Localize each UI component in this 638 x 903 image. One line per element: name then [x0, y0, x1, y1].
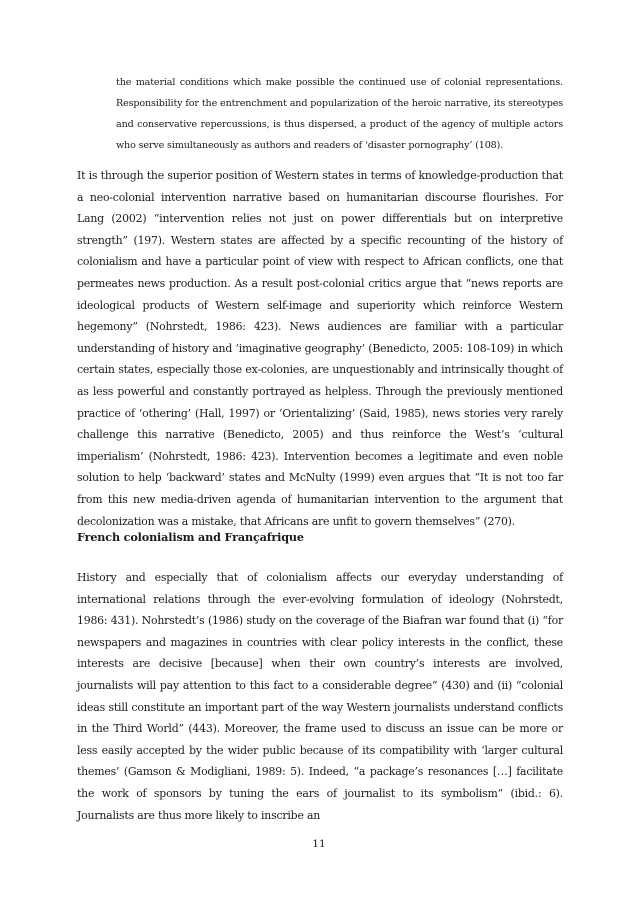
page-number: 11 — [312, 838, 326, 850]
block-quote: the material conditions which make possible the continued use of colonial representations. Responsibility for the entrenchment and popularization of the heroic narrative, its stereotypes and conservative repercussions, is thus dispersed, a product of the agency of multiple actors who serve simultaneously as authors and readers of ‘disaster pornography’ (108). — [116, 77, 563, 151]
body-paragraph-1: It is through the superior position of Western states in terms of knowledge-production that a neo-colonial intervention narrative based on humanitarian discourse flourishes. For Lang (2002) “intervention relies not just on power differentials but on interpretive strength” (197). Western states are affected by a specific recounting of the history of colonialism and have a particular point of view with respect to African conflicts, one that permeates news production. As a result post-colonial critics argue that “news reports are ideological products of Western self-image and superiority which reinforce Western hegemony” (Nohrstedt, 1986: 423). News audiences are familiar with a particular understanding of history and ‘imaginative geography’ (Benedicto, 2005: 108-109) in which certain states, especially those ex-colonies, are unquestionably and intrinsically thought of as less powerful and constantly portrayed as helpless. Through the previously mentioned practice of ‘othering’ (Hall, 1997) or ‘Orientalizing’ (Said, 1985), news stories very rarely challenge this narrative (Benedicto, 2005) and thus reinforce the West’s ‘cultural imperialism’ (Nohrstedt, 1986: 423). Intervention becomes a legitimate and even noble solution to help ‘backward’ states and McNulty (1999) even argues that “It is not too far from this new media-driven agenda of humanitarian intervention to the argument that decolonization was a mistake, that Africans are unfit to govern themselves” (270). — [77, 169, 563, 528]
body-paragraph-2: History and especially that of colonialism affects our everyday understanding of international relations through the ever-evolving formulation of ideology (Nohrstedt, 1986: 431). Nohrstedt’s (1986) study on the coverage of the Biafran war found that (i) “for newspapers and magazines in countries with clear policy interests in the conflict, these interests are decisive [because] when their own country’s interests are involved, journalists will pay attention to this fact to a considerable degree” (430) and (ii) “colonial ideas still constitute an important part of the way Western journalists understand conflicts in the Third World” (443). Moreover, the frame used to discuss an issue can be more or less easily accepted by the wider public because of its compatibility with ‘larger cultural themes’ (Gamson & Modigliani, 1989: 5). Indeed, “a package’s resonances […] facilitate the work of sponsors by tuning the ears of journalist to its symbolism” (ibid.: 6). Journalists are thus more likely to inscribe an — [77, 571, 563, 822]
section-heading: French colonialism and Françafrique — [77, 530, 304, 544]
